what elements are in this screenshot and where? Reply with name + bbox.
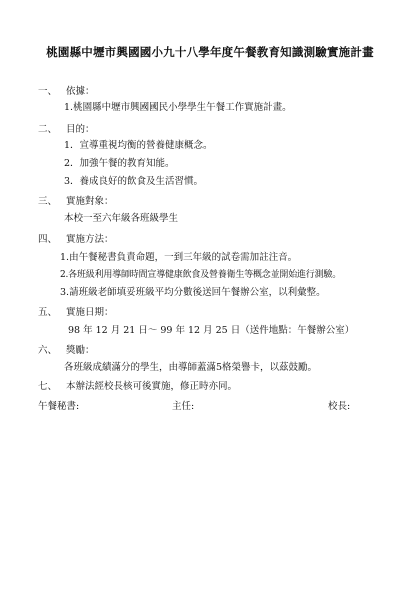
signature-secretary: 午餐秘書: xyxy=(38,401,80,412)
section-4-line-1: 1.由午餐秘書負責命題，一到三年級的試卷需加註注音。 xyxy=(60,252,298,263)
section-heading-5: 實施日期： xyxy=(66,307,114,318)
section-heading-3: 實施對象： xyxy=(66,196,114,207)
section-2-line-1: 1．宣導重視均衡的營養健康概念。 xyxy=(64,140,213,151)
section-number-4: 四、 xyxy=(38,234,58,245)
section-heading-2: 目的： xyxy=(66,124,95,135)
section-number-1: 一、 xyxy=(38,86,58,97)
section-number-3: 三、 xyxy=(38,196,58,207)
section-number-2: 二、 xyxy=(38,124,58,135)
section-heading-7: 本辦法經校長核可後實施，修正時亦同。 xyxy=(66,381,238,392)
section-2-line-3: 3．養成良好的飲食及生活習慣。 xyxy=(64,176,204,187)
section-6-line-1: 各班級成績滿分的學生，由導師蓋滿5格榮譽卡，以茲鼓勵。 xyxy=(64,362,318,373)
section-1-line-1: 1.桃園縣中壢市興國國民小學學生午餐工作實施計畫。 xyxy=(64,102,292,113)
section-4-line-2: 2.各班級利用導師時間宣導健康飲食及營養衛生等概念並開始進行測驗。 xyxy=(60,270,341,280)
signature-principal: 校長: xyxy=(328,401,351,412)
section-2-line-2: 2．加強午餐的教育知能。 xyxy=(64,158,175,169)
section-4-line-3: 3.請班級老師填妥班級平均分數後送回午餐辦公室，以利彙整。 xyxy=(60,287,326,298)
section-heading-1: 依據： xyxy=(66,86,95,97)
section-number-6: 六、 xyxy=(38,345,58,356)
section-5-line-1: 98 年 12 月 21 日～ 99 年 12 月 25 日（送件地點：午餐辦公室） xyxy=(68,325,355,336)
section-number-5: 五、 xyxy=(38,307,58,318)
section-3-line-1: 本校一至六年級各班級學生 xyxy=(64,213,179,224)
section-heading-4: 實施方法： xyxy=(66,234,114,245)
section-number-7: 七、 xyxy=(38,381,58,392)
signature-director: 主任: xyxy=(172,401,195,412)
section-heading-6: 獎勵： xyxy=(66,345,95,356)
document-title: 桃園縣中壢市興國國小九十八學年度午餐教育知識測驗實施計畫 xyxy=(46,45,374,59)
